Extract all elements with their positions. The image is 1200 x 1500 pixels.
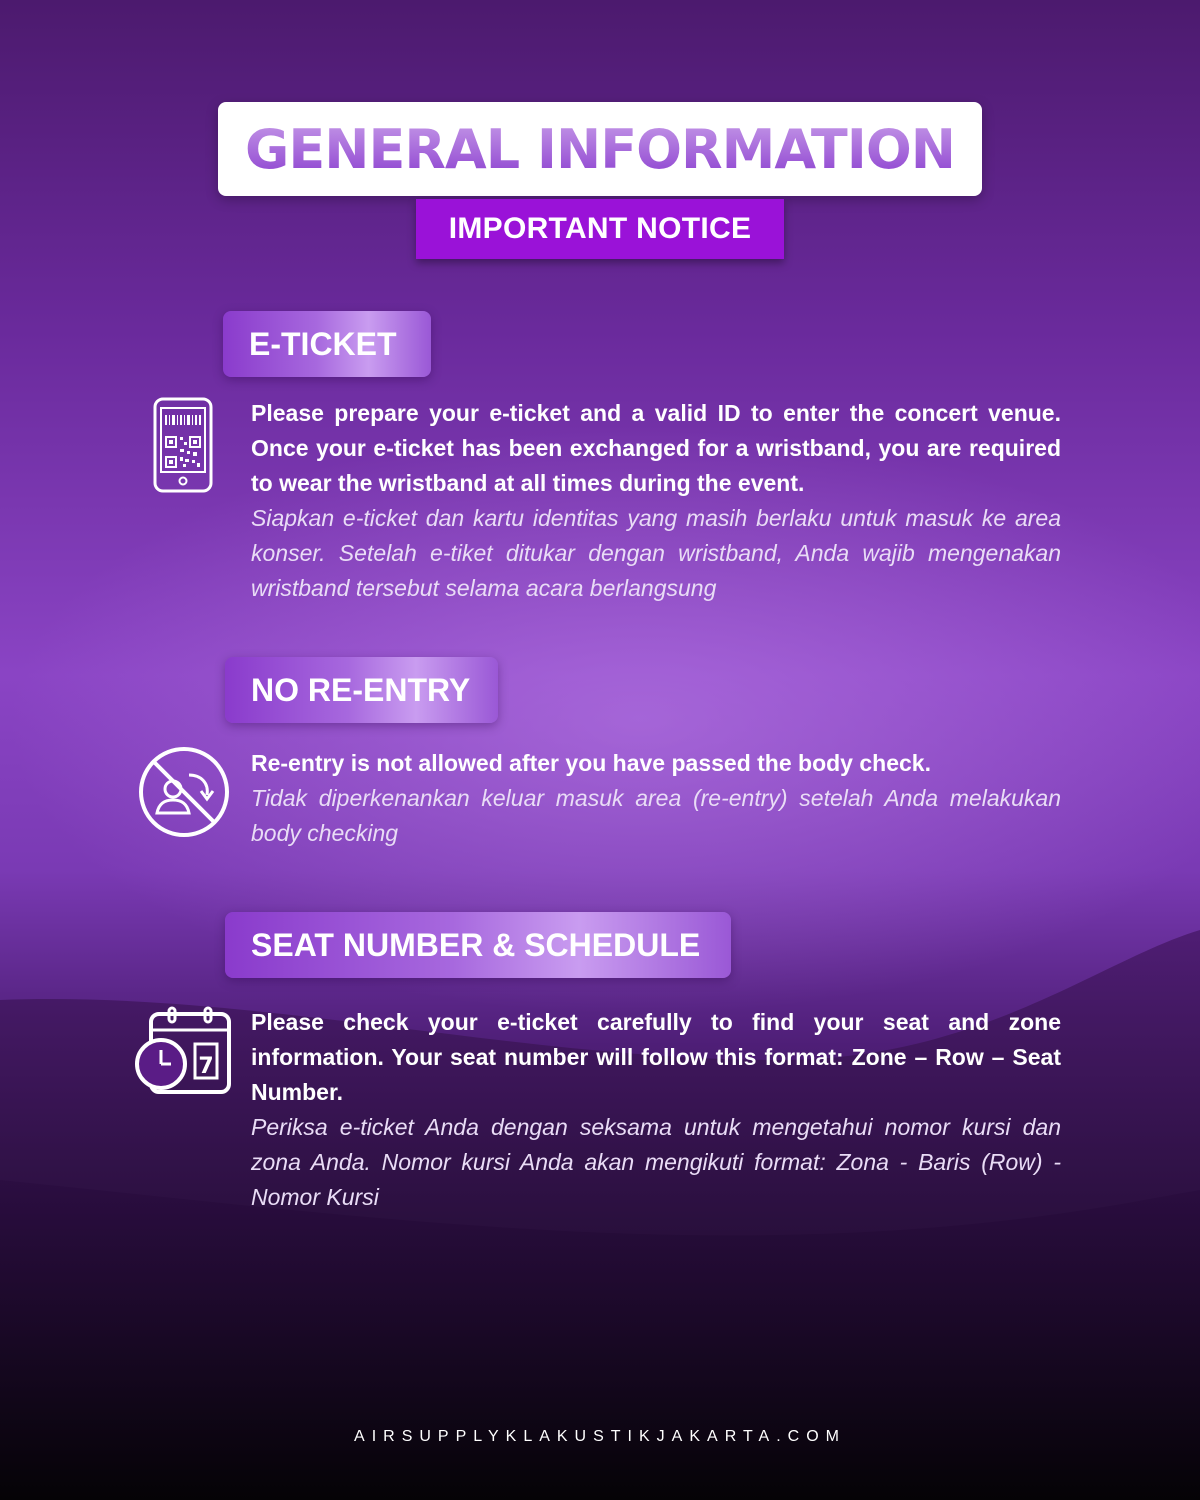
section-title: E-TICKET — [249, 325, 397, 362]
website-footer: AIRSUPPLYKLAKUSTIKJAKARTA.COM — [354, 1428, 846, 1445]
important-notice-badge — [416, 199, 784, 259]
eticket-description — [251, 396, 1061, 606]
text-indonesian: Tidak diperkenankan keluar masuk area (re-entry) setelah Anda melakukan body checking — [251, 785, 1061, 846]
smartphone-qr-icon — [153, 397, 213, 493]
page-title: GENERAL INFORMATION — [245, 117, 955, 181]
notice-label: IMPORTANT NOTICE — [448, 212, 752, 245]
no-reentry-icon — [137, 745, 231, 839]
seat-schedule-description — [251, 1005, 1061, 1215]
text-indonesian: Periksa e-ticket Anda dengan seksama untuk mengetahui nomor kursi dan zona Anda. Nomor kursi Anda akan mengikuti format: Zona - Baris (Row) - Nomor Kursi — [251, 1114, 1061, 1210]
calendar-clock-icon — [135, 1006, 233, 1096]
no-reentry-description — [251, 746, 1061, 851]
section-title: NO RE-ENTRY — [251, 671, 471, 708]
section-label-eticket — [223, 311, 431, 377]
section-title: SEAT NUMBER & SCHEDULE — [251, 926, 701, 963]
section-label-no-reentry — [225, 657, 498, 723]
calendar-day-number: 7 — [198, 1054, 214, 1079]
section-label-seat-schedule — [225, 912, 731, 978]
text-indonesian: Siapkan e-ticket dan kartu identitas yang masih berlaku untuk masuk ke area konser. Setelah e-tiket ditukar dengan wristband, Anda wajib mengenakan wristband tersebut selama acara berlangsung — [251, 505, 1061, 601]
title-banner — [218, 102, 982, 196]
text-english: Re-entry is not allowed after you have passed the body check. — [251, 750, 931, 776]
text-english: Please check your e-ticket carefully to find your seat and zone information. Your seat number will follow this format: Zone – Row – Seat Number. — [251, 1009, 1061, 1105]
text-english: Please prepare your e-ticket and a valid ID to enter the concert venue. Once your e-ticket has been exchanged for a wristband, you are required to wear the wristband at all times during the event. — [251, 400, 1061, 496]
